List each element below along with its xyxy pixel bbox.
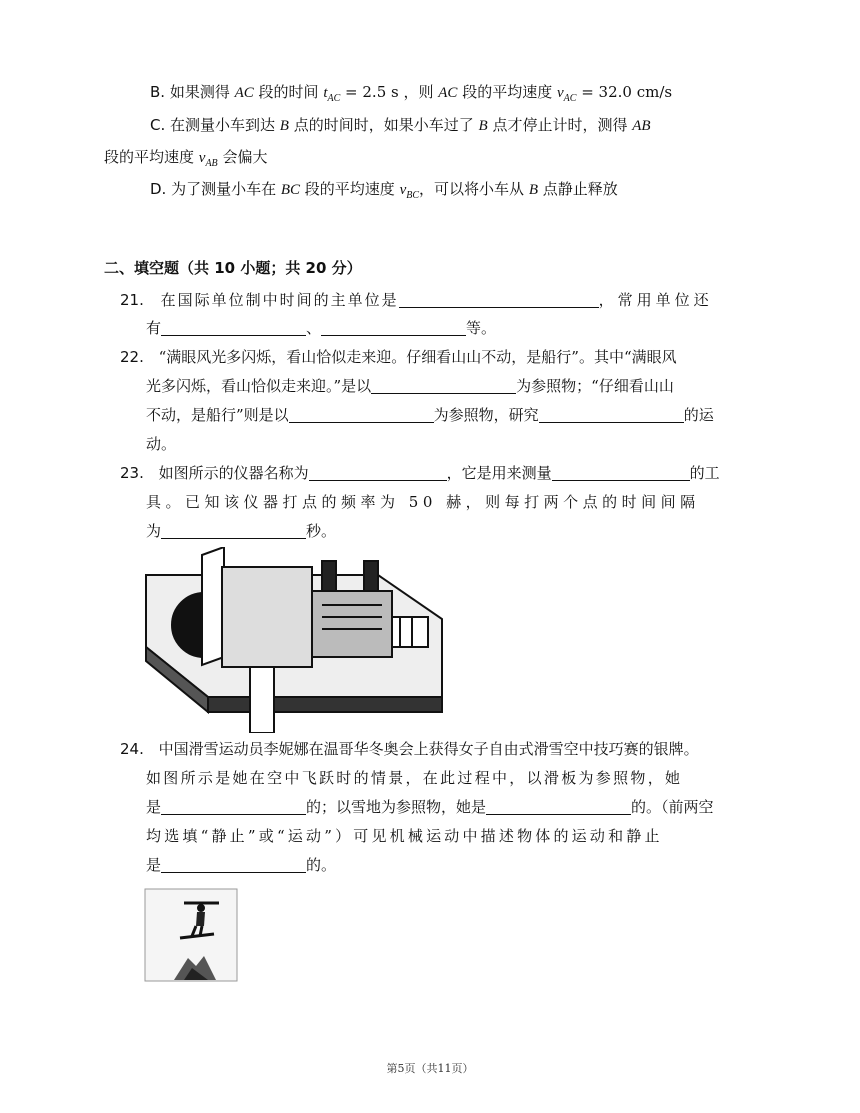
question-number: 22. <box>120 348 144 366</box>
text: 如图所示的仪器名称为 <box>158 464 309 482</box>
var: AC <box>234 85 254 101</box>
subscript: AB <box>205 158 218 169</box>
text: 点的时间时，如果小车过了 <box>288 116 479 134</box>
text: 是 <box>146 798 162 816</box>
q20-option-b <box>150 82 672 109</box>
q24-line5 <box>146 855 336 875</box>
text: 、 <box>306 319 322 337</box>
var: AB <box>632 118 651 134</box>
q20-option-c-line1 <box>150 115 651 136</box>
text: 点静止释放 <box>537 180 618 198</box>
q22-line1 <box>120 347 677 367</box>
q22-line4: 动。 <box>146 435 177 453</box>
answer-blank[interactable] <box>552 465 690 481</box>
text: 在国际单位制中时间的主单位是 <box>160 291 399 309</box>
text: 有 <box>146 319 162 337</box>
text: 会偏大 <box>217 148 268 166</box>
page-footer: 第5页（共11页） <box>386 1062 474 1075</box>
text: 的；以雪地为参照物，她是 <box>306 798 487 816</box>
text: 为 <box>146 522 162 540</box>
var: BC <box>280 182 301 198</box>
text: ，则 <box>398 83 439 101</box>
var: B <box>279 118 289 134</box>
var: v <box>399 182 407 198</box>
q23-line2: 具。已知该仪器打点的频率为 50 赫，则每打两个点的时间间隔 <box>146 493 700 511</box>
section-title: 二、填空题（共 10 小题；共 20 分） <box>104 259 362 277</box>
text: 是 <box>146 856 162 874</box>
text: 为参照物；“仔细看山山 <box>516 377 674 395</box>
var: v <box>198 150 206 166</box>
question-number: 21. <box>120 291 144 309</box>
q24-line1 <box>120 739 699 759</box>
question-number: 24. <box>120 740 144 758</box>
q24-line2: 如图所示是她在空中飞跃时的情景，在此过程中，以滑板为参照物，她 <box>146 769 683 787</box>
text: = 2.5 s <box>340 83 399 101</box>
q22-line2 <box>146 376 674 396</box>
answer-blank[interactable] <box>161 523 306 539</box>
text: 点才停止计时，测得 <box>487 116 633 134</box>
var: B <box>478 118 488 134</box>
text: C. 在测量小车到达 <box>150 116 280 134</box>
text: 秒。 <box>306 522 337 540</box>
answer-blank[interactable] <box>321 320 466 336</box>
text: 段的平均速度 <box>457 83 557 101</box>
text: 中国滑雪运动员李妮娜在温哥华冬奥会上获得女子自由式滑雪空中技巧赛的银牌。 <box>158 740 699 758</box>
text: 段的时间 <box>253 83 324 101</box>
text: 等。 <box>466 319 497 337</box>
question-number: 23. <box>120 464 144 482</box>
ticker-timer-figure <box>142 547 448 733</box>
answer-blank[interactable] <box>161 799 306 815</box>
answer-blank[interactable] <box>161 857 306 873</box>
text: B. 如果测得 <box>150 83 235 101</box>
text: 的运 <box>683 406 714 424</box>
answer-blank[interactable] <box>539 407 684 423</box>
text: 的。（前两空 <box>631 798 714 816</box>
text: 不动，是船行”则是以 <box>146 406 289 424</box>
answer-blank[interactable] <box>309 465 447 481</box>
answer-blank[interactable] <box>371 378 516 394</box>
text: ，常用单位还 <box>598 291 713 309</box>
var: B <box>528 182 538 198</box>
subscript: BC <box>406 190 420 201</box>
answer-blank[interactable] <box>486 799 631 815</box>
text: 段的平均速度 <box>300 180 400 198</box>
text: ，可以将小车从 <box>419 180 529 198</box>
answer-blank[interactable] <box>399 292 599 308</box>
text: 光多闪烁，看山恰似走来迎。”是以 <box>146 377 372 395</box>
text: 的。 <box>306 856 337 874</box>
text: 为参照物，研究 <box>433 406 539 424</box>
subscript: AC <box>563 93 577 104</box>
answer-blank[interactable] <box>289 407 434 423</box>
text: D. 为了测量小车在 <box>150 180 281 198</box>
text: ，它是用来测量 <box>446 464 552 482</box>
var: AC <box>438 85 458 101</box>
answer-blank[interactable] <box>161 320 306 336</box>
q20-option-d <box>150 179 618 206</box>
q23-line3 <box>146 521 336 541</box>
q21-line2 <box>146 318 496 338</box>
skier-photo-figure <box>144 888 238 982</box>
q22-line3 <box>146 405 714 425</box>
q20-option-c-line2 <box>104 147 267 174</box>
text: 的工 <box>689 464 720 482</box>
q21-line1 <box>120 290 713 310</box>
q24-line4: 均选填“静止”或“运动”）可见机械运动中描述物体的运动和静止 <box>146 827 663 845</box>
text: 段的平均速度 <box>104 148 199 166</box>
text: = 32.0 cm/s <box>576 83 673 101</box>
var: v <box>556 85 564 101</box>
var: t <box>323 85 328 101</box>
q24-line3 <box>146 797 714 817</box>
subscript: AC <box>327 93 341 104</box>
q23-line1 <box>120 463 720 483</box>
text: “满眼风光多闪烁，看山恰似走来迎。仔细看山山不动，是船行”。其中“满眼风 <box>158 348 677 366</box>
